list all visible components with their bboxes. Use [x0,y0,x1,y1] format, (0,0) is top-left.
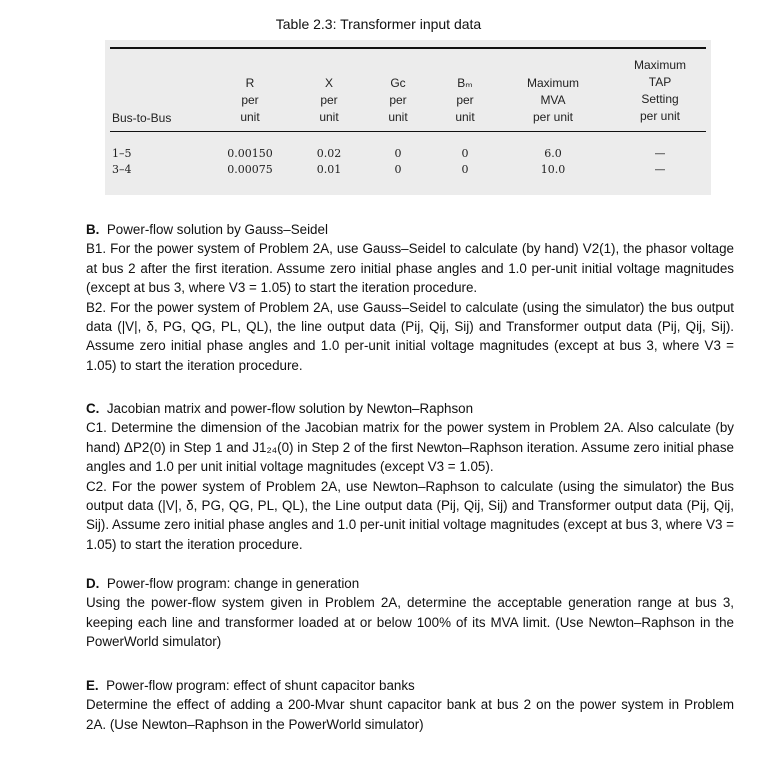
table-cell: — [654,147,666,160]
header-gc: Gᴄ per unit [388,76,408,124]
column-bm [435,146,495,178]
column-max-tap [615,146,705,178]
section-c2-text: C2. For the power system of Problem 2A, use Newton–Raphson to calculate (using the simulator) the Bus output data (|V|, δ, PG, QG, PL, QL), the Line output data (Pij, Qij, Sij) and Transformer output data (Pij, Qij, Sij). Assume zero initial phase angles and 1.0 per-unit initial voltage magnitudes (except at bus 3, where V3 = 1.05) to start the iteration procedure. [86,478,734,552]
section-d [86,574,734,652]
section-d-text: Using the power-flow system given in Problem 2A, determine the acceptable generation range at bus 3, keeping each line and transformer loaded at or below 100% of its MVA limit. (Use Newton–Raphson in the PowerWorld simulator) [86,595,734,650]
column-x [299,146,359,178]
table-cell: 10.0 [540,163,566,176]
table-cell: 0.01 [316,163,342,176]
section-e [86,676,734,734]
section-c1-text: C1. Determine the dimension of the Jacobian matrix for the power system in Problem 2A. Also calculate (by hand) ΔP2(0) in Step 1 and J1₂₄(0) in Step 2 of the first Newton–Raphson iteration. Assume zero initial phase angles and 1.0 per unit initial voltage magnitudes (except V3 = 1.05). [86,420,734,475]
section-b2-text: B2. For the power system of Problem 2A, use Gauss–Seidel to calculate (using the simulator) the bus output data (|V|, δ, PG, QG, PL, QL), the line output data (Pij, Qij, Sij) and Transformer output data (Pij, Qij, Sij). Assume zero initial phase angles and 1.0 per-unit initial voltage magnitudes (except at bus 3, where V3 = 1.05) to start the iteration procedure. [86,299,734,373]
column-bus [112,146,172,178]
table-cell: 0 [394,147,402,160]
section-c-heading: C. Jacobian matrix and power-flow solution by Newton–Raphson [86,401,474,416]
section-c [86,399,734,554]
header-bus-to-bus: Bus-to-Bus [112,111,172,125]
table-cell: 0 [461,147,469,160]
header-max-mva: Maximum MVA per unit [526,76,579,124]
section-e-text: Determine the effect of adding a 200-Mvar shunt capacitor bank at bus 2 on the power system in Problem 2A. (Use Newton–Raphson in the PowerWorld simulator) [86,697,734,732]
section-e-heading: E. Power-flow program: effect of shunt capacitor banks [86,678,415,693]
table-cell: 0 [394,163,402,176]
column-max-mva [510,146,596,178]
table-cell: 1–5 [112,147,132,160]
section-b-heading: B. Power-flow solution by Gauss–Seidel [86,222,328,237]
table-title: Table 2.3: Transformer input data [275,16,482,32]
table-cell: 0.02 [316,147,342,160]
header-bm: Bₘ per unit [455,76,475,124]
column-r [220,146,280,178]
section-d-heading: D. Power-flow program: change in generation [86,576,360,591]
header-r: R per unit [240,76,260,124]
table-cell: 0.00150 [227,147,273,160]
table-cell: 3–4 [112,163,132,176]
section-b [86,220,734,375]
table-header-rule [110,131,706,132]
table-cell: 6.0 [544,147,562,160]
table-top-rule [110,47,706,49]
table-cell: — [654,163,666,176]
header-max-tap: Maximum TAP Setting per unit [633,58,686,123]
table-cell: 0.00075 [227,163,273,176]
header-x: X per unit [319,76,339,124]
section-b1-text: B1. For the power system of Problem 2A, use Gauss–Seidel to calculate (by hand) V2(1), the phasor voltage at bus 2 after the first iteration. Assume zero initial phase angles and 1.0 per-unit initial voltage magnitudes (except at bus 3, where V3 = 1.05) to start the iteration procedure. [86,241,734,296]
column-gc [368,146,428,178]
table-cell: 0 [461,163,469,176]
